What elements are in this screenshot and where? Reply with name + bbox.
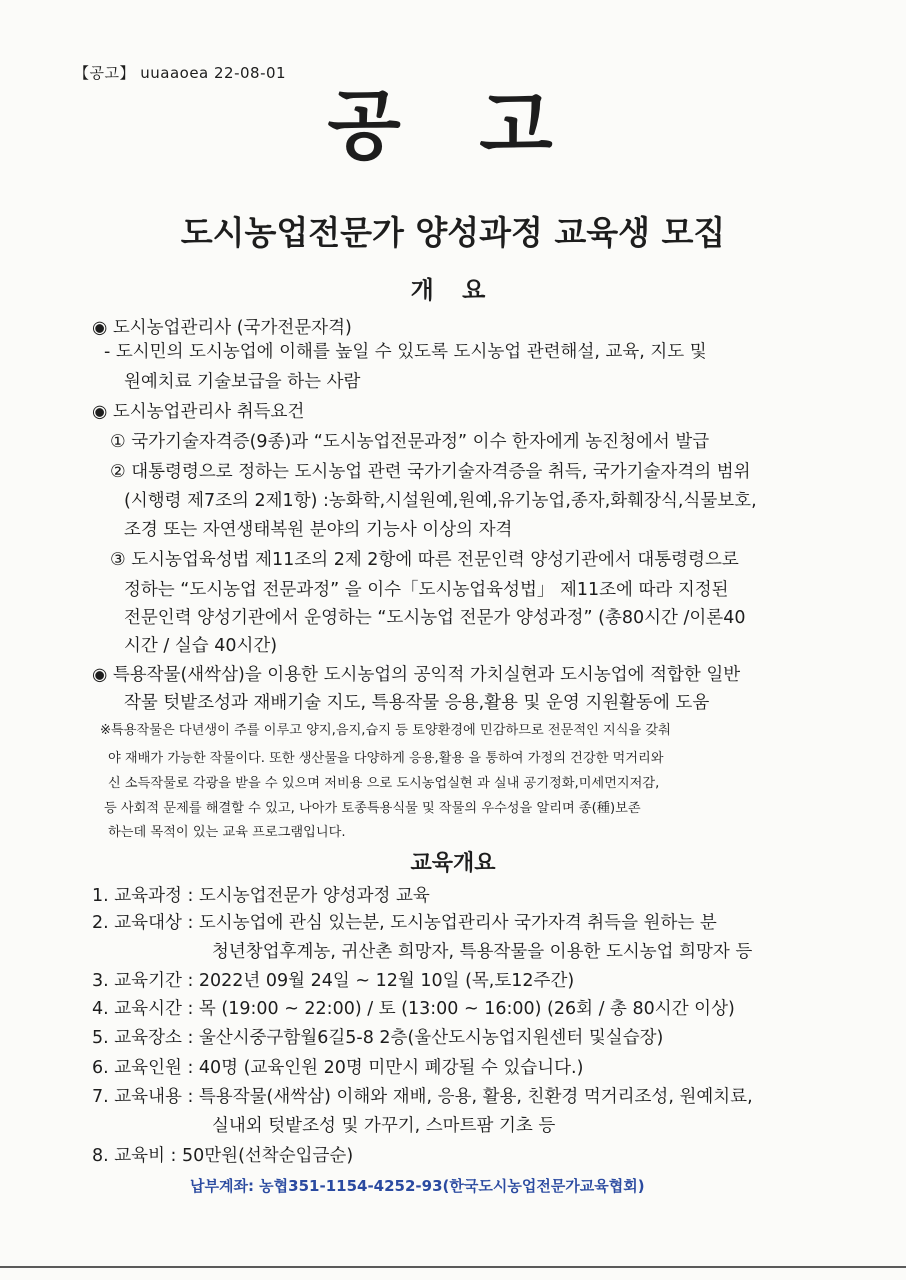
overview-line: ◉ 도시농업관리사 (국가전문자격) bbox=[92, 318, 352, 338]
education-line: 2. 교육대상 : 도시농업에 관심 있는분, 도시농업관리사 국가자격 취득을 원하는 분 bbox=[92, 913, 717, 933]
education-line: 8. 교육비 : 50만원(선착순입금순) bbox=[92, 1146, 354, 1166]
overview-line: (시행령 제7조의 2제1항) :농화학,시설원예,원예,유기농업,종자,화훼장식,식물보호, bbox=[124, 491, 757, 511]
note-line: 등 사회적 문제를 해결할 수 있고, 나아가 토종특용식물 및 작물의 우수성을 알리며 종(種)보존 bbox=[104, 801, 641, 816]
bank-account: 납부계좌: 농협351-1154-4252-93(한국도시농업전문가교육협회) bbox=[190, 1177, 645, 1195]
education-line: 청년창업후계농, 귀산촌 희망자, 특용작물을 이용한 도시농업 희망자 등 bbox=[212, 942, 753, 962]
page-bottom-edge bbox=[0, 1266, 906, 1268]
note-line: 신 소득작물로 각광을 받을 수 있으며 저비용 으로 도시농업실현 과 실내 공기정화,미세먼지저감, bbox=[108, 776, 660, 791]
overview-line: - 도시민의 도시농업에 이해를 높일 수 있도록 도시농업 관련해설, 교육, 지도 및 bbox=[104, 342, 707, 362]
overview-line: 전문인력 양성기관에서 운영하는 “도시농업 전문가 양성과정” (총80시간 /이론40 bbox=[124, 608, 746, 628]
note-line: ※특용작물은 다년생이 주를 이루고 양지,음지,습지 등 토양환경에 민감하므로 전문적인 지식을 갖춰 bbox=[100, 723, 671, 738]
education-line: 1. 교육과정 : 도시농업전문가 양성과정 교육 bbox=[92, 886, 430, 906]
education-line: 3. 교육기간 : 2022년 09월 24일 ~ 12월 10일 (목,토12주간) bbox=[92, 971, 575, 991]
overview-line: ◉ 도시농업관리사 취득요건 bbox=[92, 402, 305, 422]
overview-line: ① 국가기술자격증(9종)과 “도시농업전문과정” 이수 한자에게 농진청에서 발급 bbox=[110, 432, 710, 452]
overview-line: 작물 텃밭조성과 재배기술 지도, 특용작물 응용,활용 및 운영 지원활동에 도움 bbox=[124, 693, 710, 713]
education-line: 6. 교육인원 : 40명 (교육인원 20명 미만시 폐강될 수 있습니다.) bbox=[92, 1058, 584, 1078]
overview-line: 조경 또는 자연생태복원 분야의 기능사 이상의 자격 bbox=[124, 520, 513, 540]
education-heading: 교육개요 bbox=[410, 851, 496, 876]
overview-line: ② 대통령령으로 정하는 도시농업 관련 국가기술자격증을 취득, 국가기술자격의 범위 bbox=[110, 462, 751, 482]
education-line: 5. 교육장소 : 울산시중구함월6길5-8 2층(울산도시농업지원센터 및실습장) bbox=[92, 1028, 664, 1048]
overview-heading: 개 요 bbox=[410, 276, 496, 304]
page-title: 공 고 bbox=[327, 81, 579, 170]
overview-line: ◉ 특용작물(새싹삼)을 이용한 도시농업의 공익적 가치실현과 도시농업에 적합한 일반 bbox=[92, 665, 741, 685]
note-line: 하는데 목적이 있는 교육 프로그램입니다. bbox=[108, 825, 346, 840]
page-subtitle: 도시농업전문가 양성과정 교육생 모집 bbox=[180, 213, 726, 252]
note-line: 야 재배가 가능한 작물이다. 또한 생산물을 다양하게 응용,활용 을 통하여 가정의 건강한 먹거리와 bbox=[108, 751, 664, 766]
overview-line: 시간 / 실습 40시간) bbox=[124, 636, 278, 656]
notice-reference: 【공고】 uuaaoea 22-08-01 bbox=[74, 64, 287, 82]
education-line: 실내외 텃밭조성 및 가꾸기, 스마트팜 기초 등 bbox=[212, 1116, 556, 1136]
overview-line: ③ 도시농업육성법 제11조의 2제 2항에 따른 전문인력 양성기관에서 대통령령으로 bbox=[110, 550, 739, 570]
overview-line: 원예치료 기술보급을 하는 사람 bbox=[124, 372, 361, 392]
education-line: 4. 교육시간 : 목 (19:00 ~ 22:00) / 토 (13:00 ~ 16:00) (26회 / 총 80시간 이상) bbox=[92, 999, 735, 1019]
overview-line: 정하는 “도시농업 전문과정” 을 이수「도시농업육성법」 제11조에 따라 지정된 bbox=[124, 580, 729, 600]
education-line: 7. 교육내용 : 특용작물(새싹삼) 이해와 재배, 응용, 활용, 친환경 먹거리조성, 원예치료, bbox=[92, 1087, 753, 1107]
